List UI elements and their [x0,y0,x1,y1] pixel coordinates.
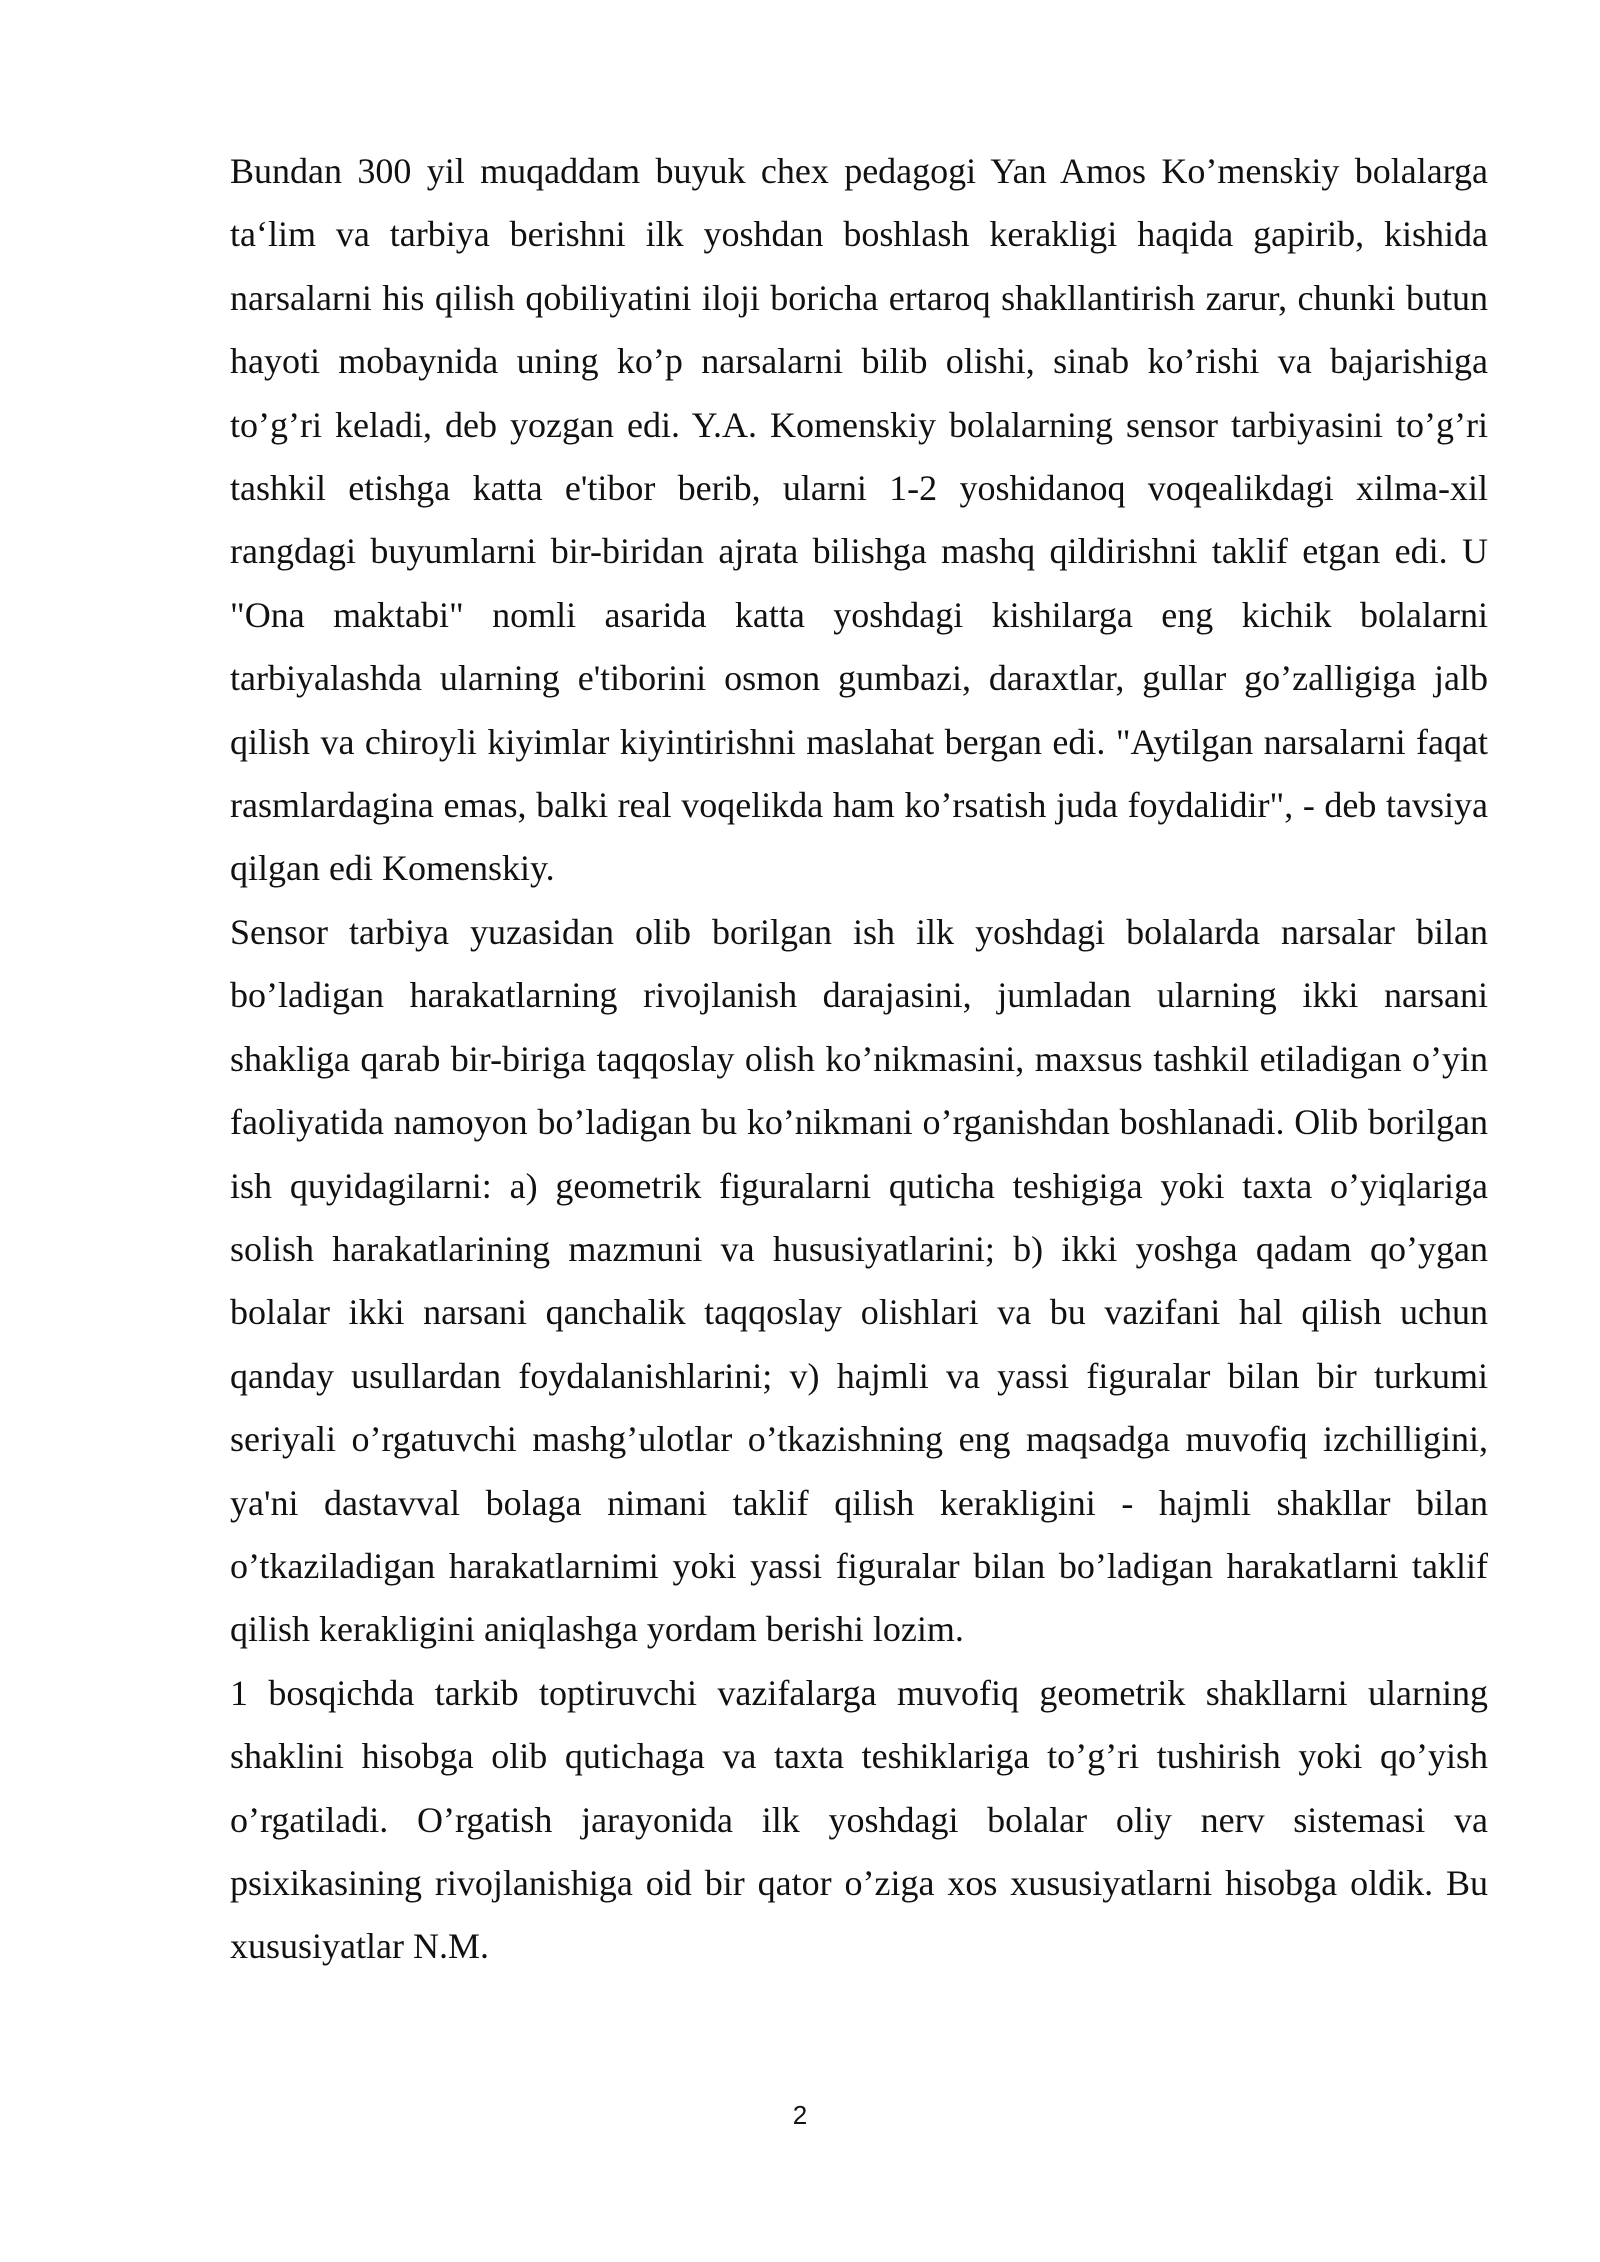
paragraph-komenskiy: Bundan 300 yil muqaddam buyuk chex pedagogi Yan Amos Ko’menskiy bolalarga ta‘lim va tarbiya berishni ilk yoshdan boshlash kerakligi haqida gapirib, kishida narsalarni his qilish qobiliyatini iloji boricha ertaroq shakllantirish zarur, chunki butun hayoti mobaynida uning ko’p narsalarni bilib olishi, sinab ko’rishi va bajarishiga to’g’ri keladi, deb yozgan edi. Y.A. Komenskiy bolalarning sensor tarbiyasini to’g’ri tashkil etishga katta e'tibor berib, ularni 1-2 yoshidanoq voqealikdagi xilma-xil rangdagi buyumlarni bir-biridan ajrata bilishga mashq qildirishni taklif etgan edi. U "Ona maktabi" nomli asarida katta yoshdagi kishilarga eng kichik bolalarni tarbiyalashda ularning e'tiborini osmon gumbazi, daraxtlar, gullar go’zalligiga jalb qilish va chiroyli kiyimlar kiyintirishni maslahat bergan edi. "Aytilgan narsalarni faqat rasmlardagina emas, balki real voqelikda ham ko’rsatish juda foydalidir", - deb tavsiya qilgan edi Komenskiy. [230,151,1488,889]
body-text [230,140,1488,1979]
paragraph-sensor-tarbiya: Sensor tarbiya yuzasidan olib borilgan ish ilk yoshdagi bolalarda narsalar bilan bo’ladigan harakatlarning rivojlanish darajasini, jumladan ularning ikki narsani shakliga qarab bir-biriga taqqoslay olish ko’nikmasini, maxsus tashkil etiladigan o’yin faoliyatida namoyon bo’ladigan bu ko’nikmani o’rganishdan boshlanadi. Olib borilgan ish quyidagilarni: a) geometrik figuralarni quticha teshigiga yoki taxta o’yiqlariga solish harakatlarining mazmuni va hususiyatlarini; b) ikki yoshga qadam qo’ygan bolalar ikki narsani qanchalik taqqoslay olishlari va bu vazifani hal qilish uchun qanday usullardan foydalanishlarini; v) hajmli va yassi figuralar bilan bir turkumi seriyali o’rgatuvchi mashg’ulotlar o’tkazishning eng maqsadga muvofiq izchilligini, ya'ni dastavval bolaga nimani taklif qilish kerakligini - hajmli shakllar bilan o’tkaziladigan harakatlarnimi yoki yassi figuralar bilan bo’ladigan harakatlarni taklif qilish kerakligini aniqlashga yordam berishi lozim. [230,911,1488,1650]
paragraph-first-stage: 1 bosqichda tarkib toptiruvchi vazifalarga muvofiq geometrik shakllarni ularning shaklini hisobga olib qutichaga va taxta teshiklariga to’g’ri tushirish yoki qo’yish o’rgatiladi. O’rgatish jarayonida ilk yoshdagi bolalar oliy nerv sistemasi va psixikasining rivojlanishiga oid bir qator o’ziga xos xususiyatlarni hisobga oldik. Bu xususiyatlar N.M. [230,1672,1488,1967]
page-number: 2 [792,2100,808,2130]
